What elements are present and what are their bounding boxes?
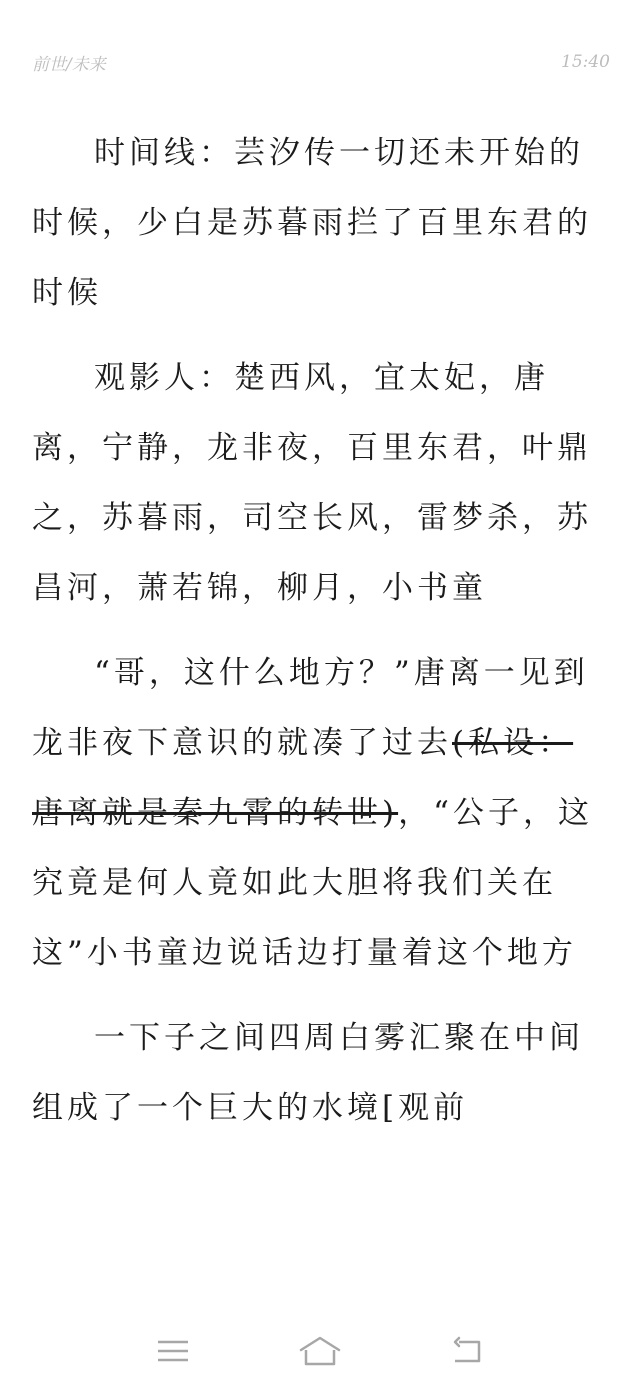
home-button[interactable] — [290, 1331, 350, 1371]
status-bar — [32, 48, 610, 76]
struck-note: (私设：唐离就是秦九霄的转世) — [32, 725, 574, 831]
system-navigation-bar — [0, 1315, 640, 1387]
paragraph-text-before: “哥，这什么地方？”唐离一见到龙非夜下意识的就凑了过去 — [32, 655, 589, 761]
paragraph-timeline — [32, 118, 608, 328]
paragraph-text-after: ，“公子，这究竟是何人竟如此大胆将我们关在这”小书童边说话边打量着这个地方 — [32, 795, 593, 971]
menu-button[interactable] — [143, 1331, 203, 1371]
clock: 15:40 — [561, 52, 610, 72]
paragraph-text: 时间线：芸汐传一切还未开始的时候，少白是苏暮雨拦了百里东君的时候 — [32, 135, 592, 311]
paragraph-dialogue — [32, 638, 608, 988]
paragraph-viewers — [32, 343, 608, 623]
paragraph-text: 一下子之间四周白雾汇聚在中间组成了一个巨大的水境[观前 — [32, 1020, 584, 1126]
back-icon — [449, 1336, 485, 1366]
reader-content[interactable] — [32, 118, 608, 1318]
chapter-title: 前世/未来 — [32, 54, 106, 75]
menu-icon — [156, 1338, 190, 1364]
paragraph-water-mirror — [32, 1003, 608, 1143]
home-icon — [297, 1334, 343, 1368]
paragraph-text: 观影人：楚西风，宜太妃，唐离，宁静，龙非夜，百里东君，叶鼎之，苏暮雨，司空长风，雷梦杀，苏昌河，萧若锦，柳月，小书童 — [32, 360, 592, 606]
back-button[interactable] — [437, 1331, 497, 1371]
